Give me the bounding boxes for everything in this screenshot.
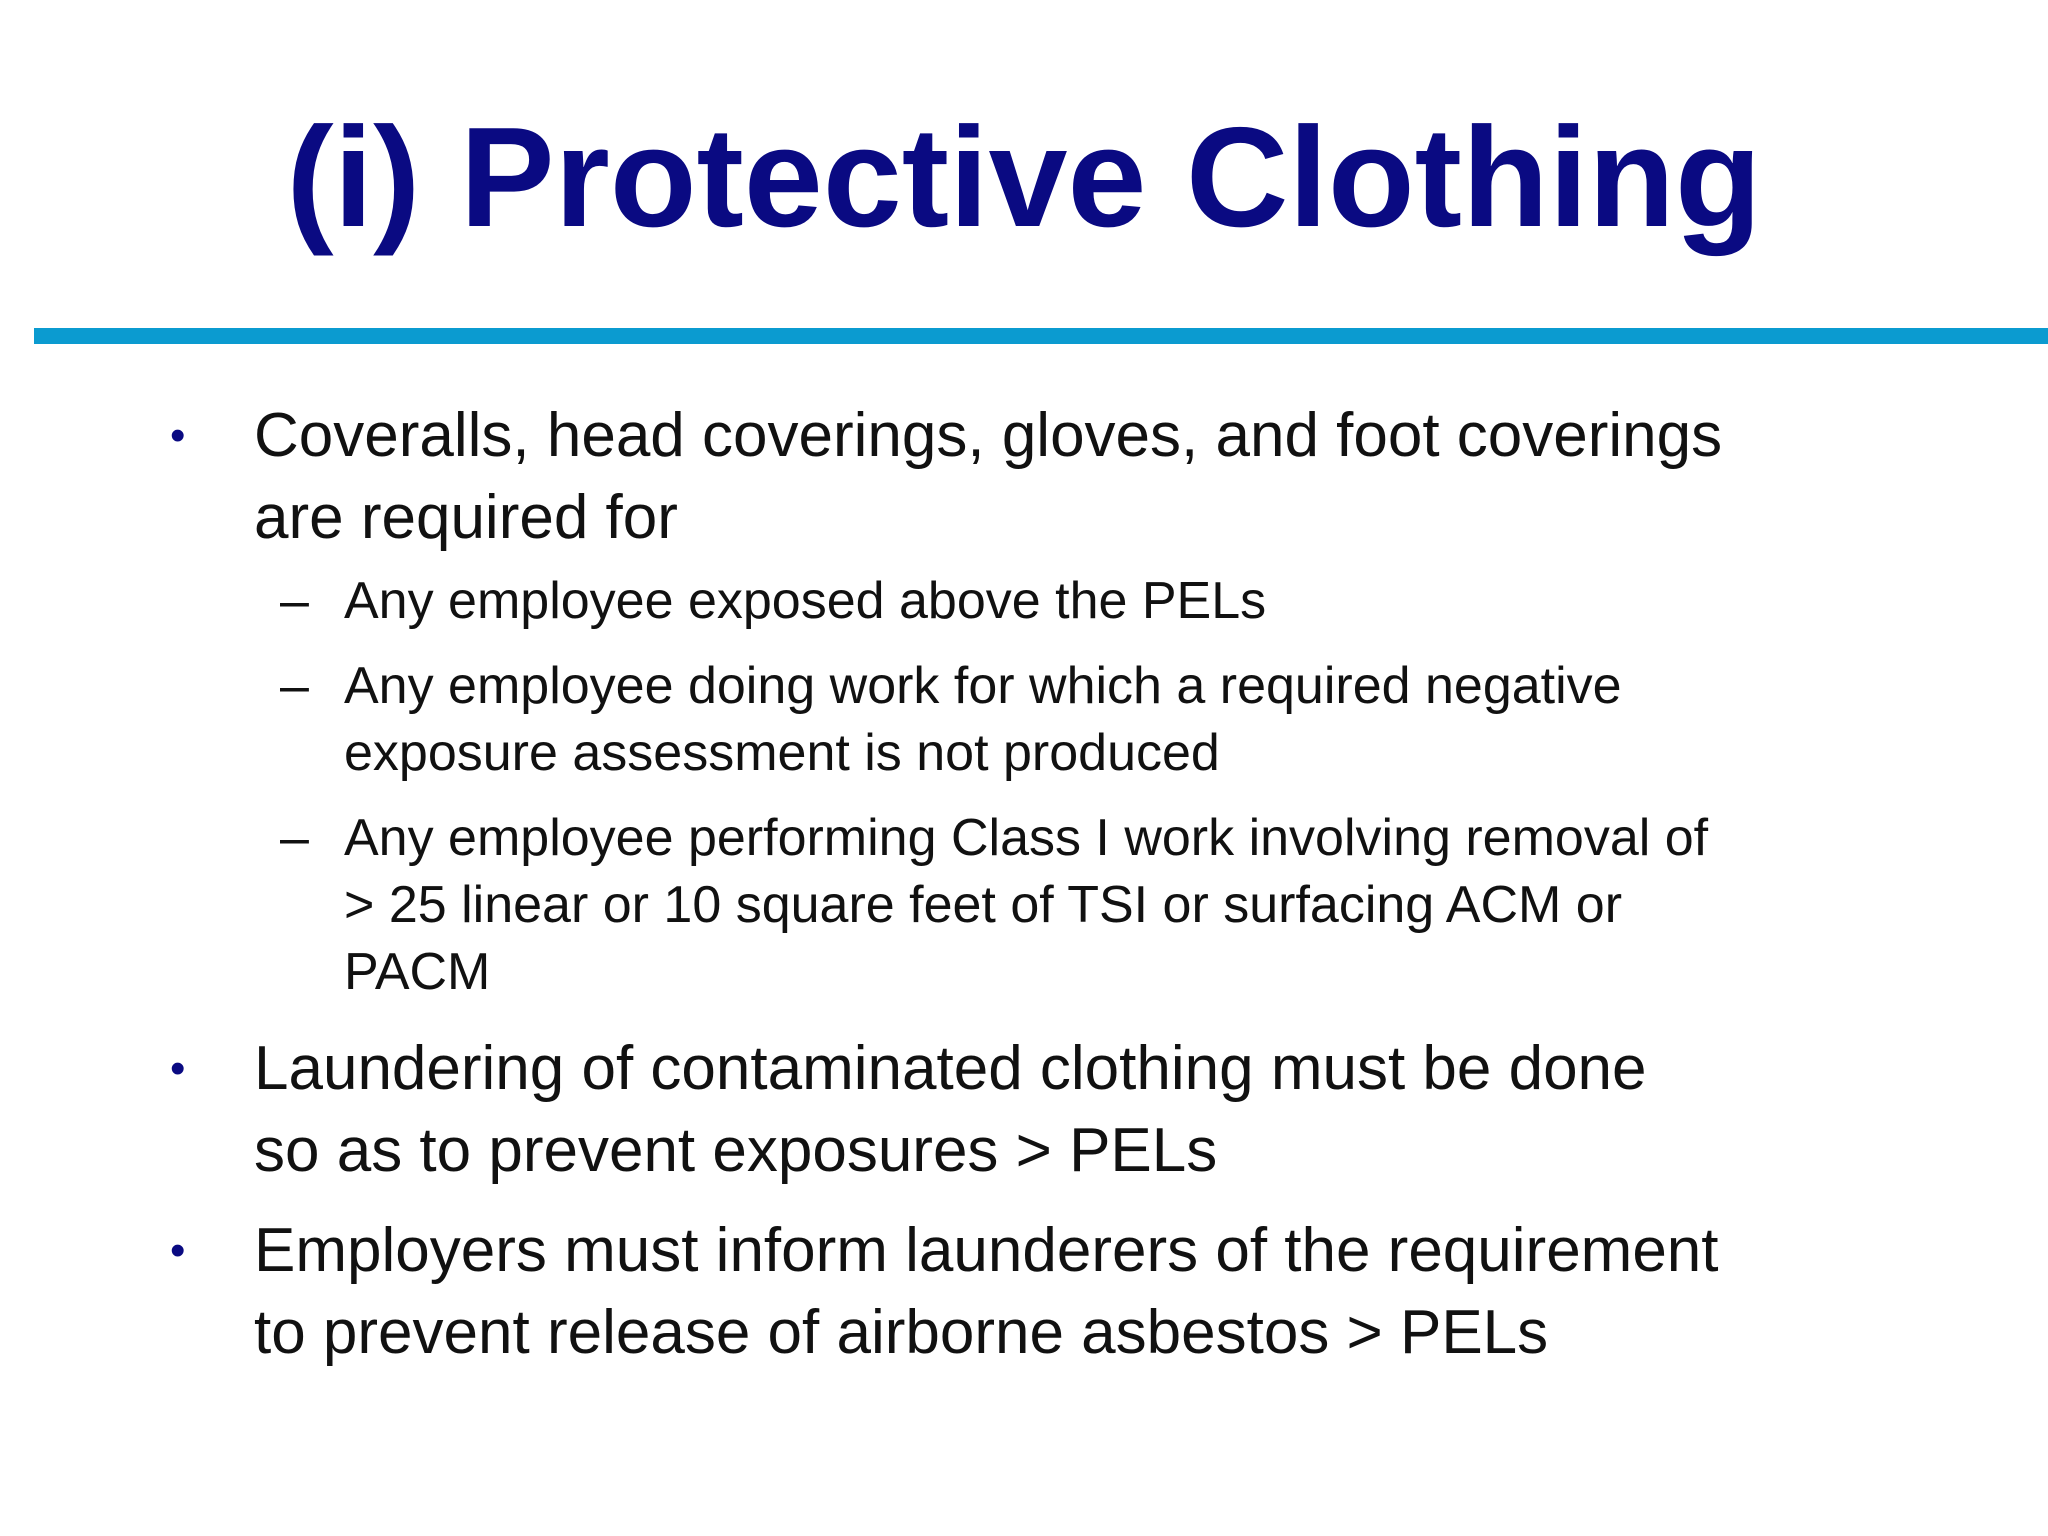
sub-bullet-line: > 25 linear or 10 square feet of TSI or surfacing ACM or [344,876,1623,934]
bullet-line: to prevent release of airborne asbestos > PELs [254,1298,1549,1367]
sub-bullet-marker: – [280,657,309,715]
bullet-text [254,1210,1954,1374]
sub-bullet-line: PACM [344,943,491,1001]
sub-bullet-line: Any employee performing Class I work involving removal of [344,809,1709,867]
sub-bullet-line: exposure assessment is not produced [344,724,1220,782]
bullet-marker: • [170,1226,186,1275]
bullet-line: are required for [254,483,678,552]
bullet-line: Coveralls, head coverings, gloves, and foot coverings [254,401,1723,470]
bullet-marker: • [170,411,186,460]
sub-bullet-marker: – [280,809,309,867]
sub-bullet-line: Any employee exposed above the PELs [344,572,1267,630]
bullet-text [254,395,1954,559]
bullet-line: Employers must inform launderers of the requirement [254,1216,1719,1285]
bullet-text [254,1028,1954,1192]
bullet-line: Laundering of contaminated clothing must be done [254,1034,1647,1103]
sub-bullet-text [344,805,1874,1006]
sub-bullet-text [344,568,1874,635]
slide-title: (i) Protective Clothing [286,98,1762,257]
sub-bullet-line: Any employee doing work for which a required negative [344,657,1622,715]
sub-bullet-marker: – [280,572,309,630]
sub-bullet-text [344,653,1874,787]
bullet-line: so as to prevent exposures > PELs [254,1116,1218,1185]
bullet-marker: • [170,1044,186,1093]
